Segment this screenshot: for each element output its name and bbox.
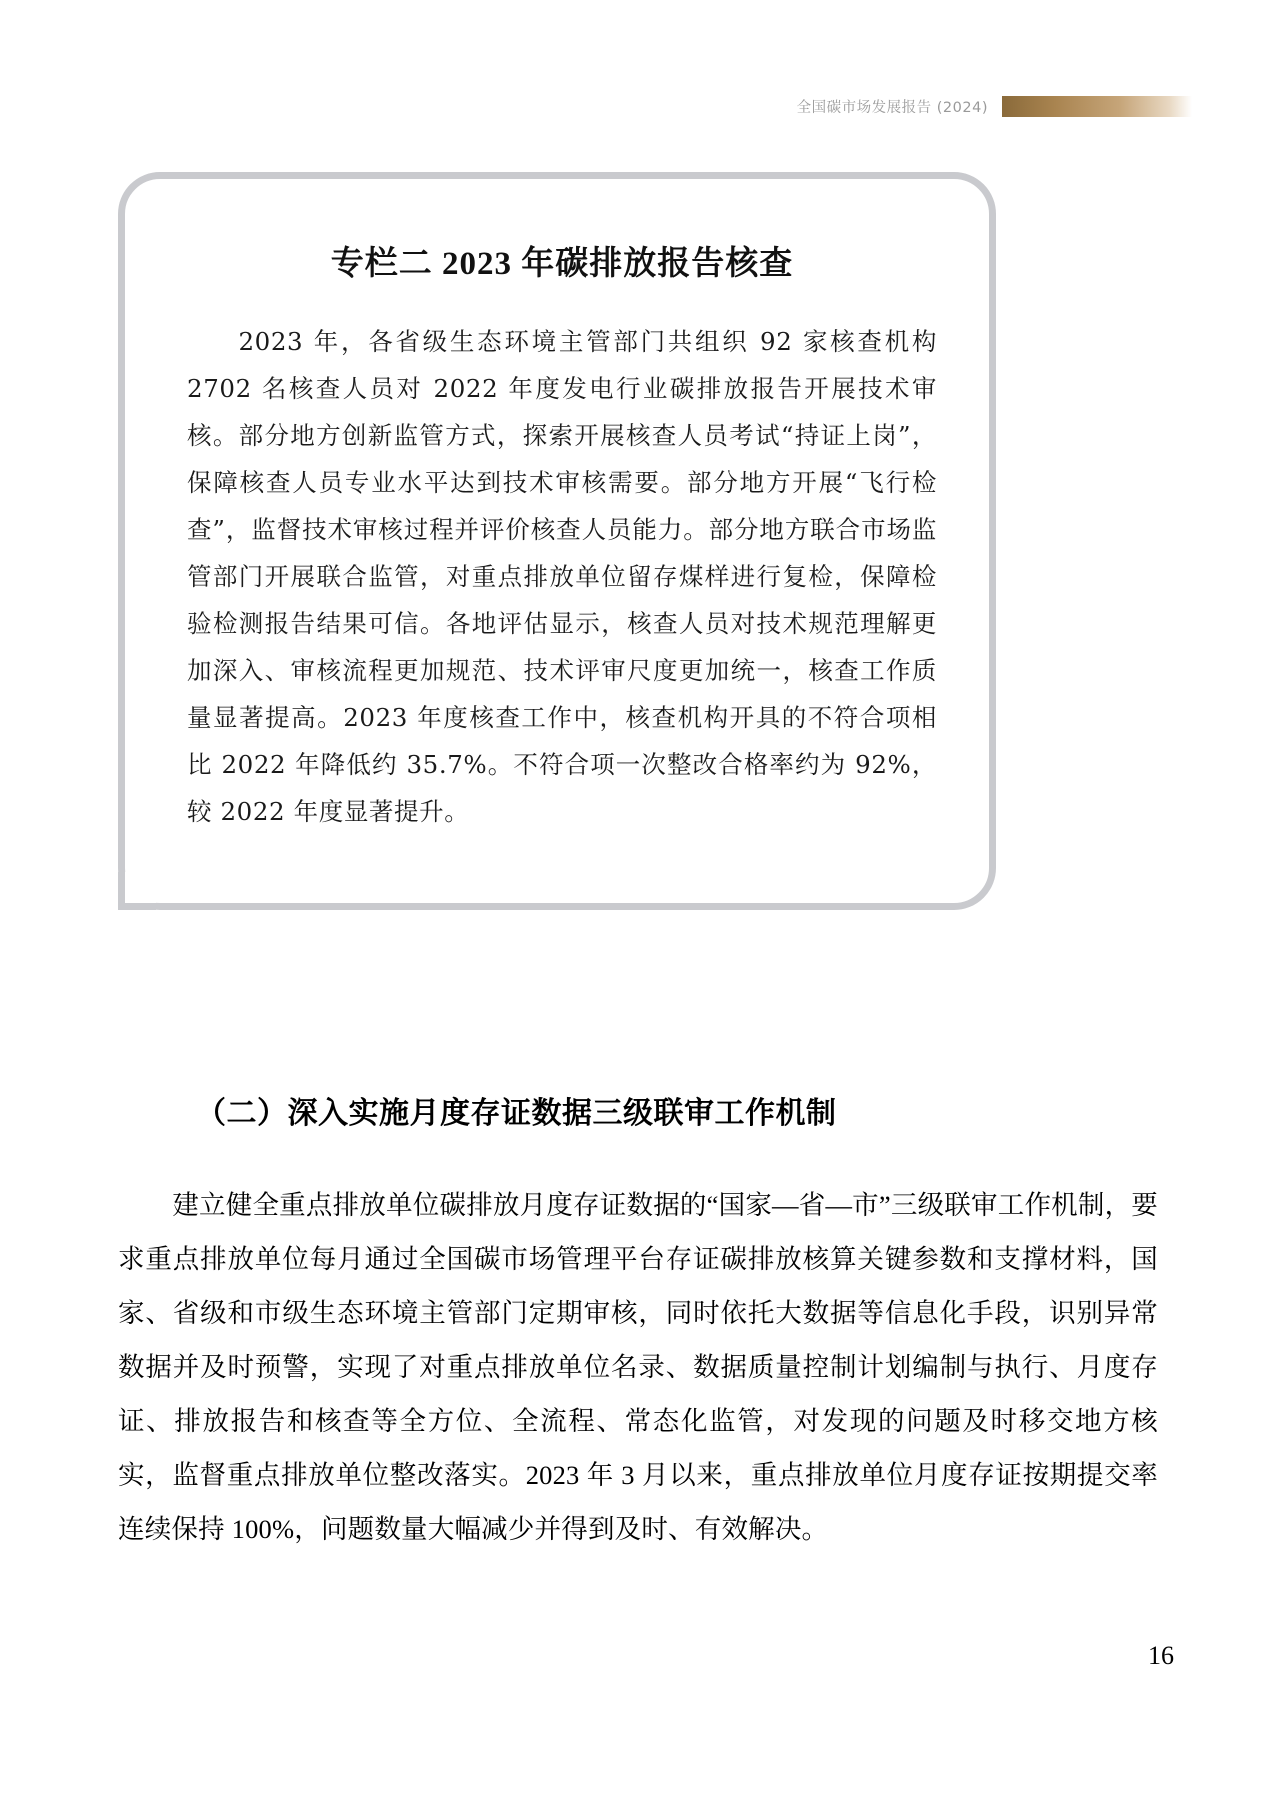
callout-content bbox=[187, 237, 937, 835]
page-header bbox=[797, 96, 1192, 117]
section-paragraph-text: 建立健全重点排放单位碳排放月度存证数据的“国家—省—市”三级联审工作机制，要求重点排放单位每月通过全国碳市场管理平台存证碳排放核算关键参数和支撑材料，国家、省级和市级生态环境主管部门定期审核，同时依托大数据等信息化手段，识别异常数据并及时预警，实现了对重点排放单位名录、数据质量控制计划编制与执行、月度存证、排放报告和核查等全方位、全流程、常态化监管，对发现的问题及时移交地方核实，监督重点排放单位整改落实。2023 年 3 月以来，重点排放单位月度存证按期提交率连续保持 100%，问题数量大幅减少并得到及时、有效解决。 bbox=[118, 1190, 1158, 1544]
callout-title: 专栏二 2023 年碳排放报告核查 bbox=[330, 246, 794, 282]
callout-paragraph bbox=[187, 318, 937, 835]
page-header-title: 全国碳市场发展报告 (2024) bbox=[796, 100, 988, 116]
page-number: 16 bbox=[1148, 1641, 1174, 1670]
section-heading: （二）深入实施月度存证数据三级联审工作机制 bbox=[196, 1097, 837, 1130]
callout-box bbox=[118, 172, 996, 910]
callout-paragraph-text: 2023 年，各省级生态环境主管部门共组织 92 家核查机构 2702 名核查人员对 2022 年度发电行业碳排放报告开展技术审核。部分地方创新监管方式，探索开展核查人员考试“持证上岗”，保障核查人员专业水平达到技术审核需要。部分地方开展“飞行检查”，监督技术审核过程并评价核查人员能力。部分地方联合市场监管部门开展联合监管，对重点排放单位留存煤样进行复检，保障检验检测报告结果可信。各地评估显示，核查人员对技术规范理解更加深入、审核流程更加规范、技术评审尺度更加统一，核查工作质量显著提高。2023 年度核查工作中，核查机构开具的不符合项相比 2022 年降低约 35.7%。不符合项一次整改合格率约为 92%，较 2022 年度显著提升。 bbox=[187, 327, 937, 826]
section-paragraph bbox=[118, 1178, 1158, 1556]
header-gradient-bar bbox=[1002, 96, 1192, 117]
